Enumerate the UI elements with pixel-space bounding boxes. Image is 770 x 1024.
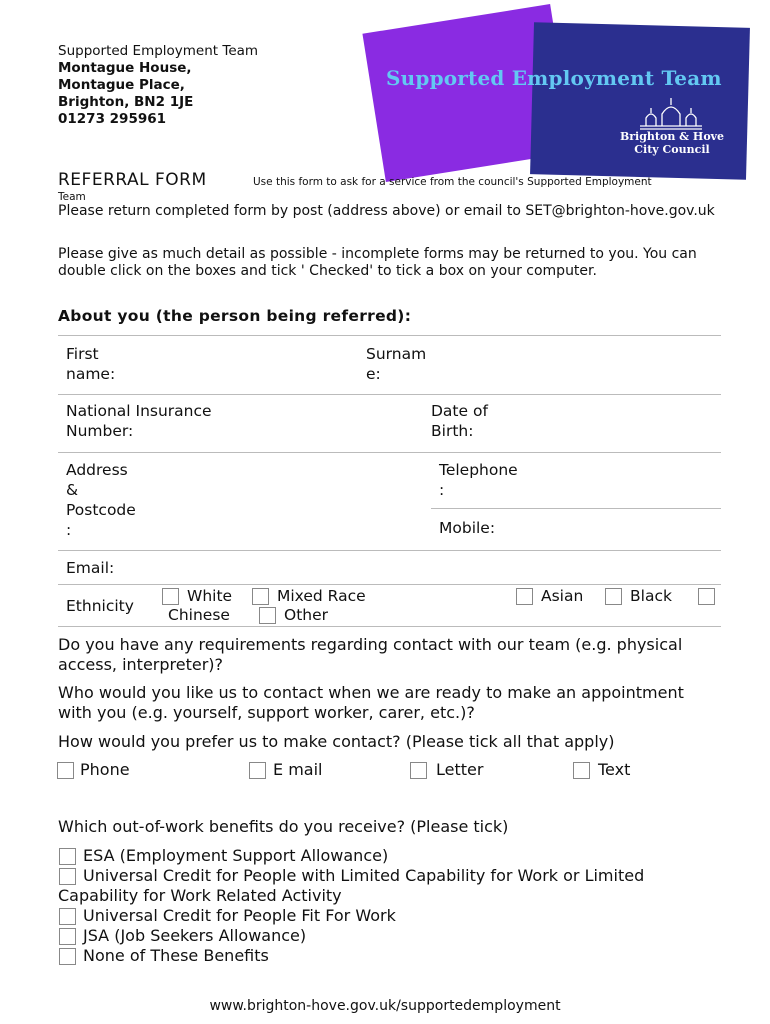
surname-label [366,344,426,384]
address-label-line-2: & [66,481,79,499]
logo-council-name [612,130,732,156]
mobile-label: Mobile: [439,519,496,537]
row-divider-2 [58,452,721,453]
ethnicity-asian-checkbox[interactable] [516,588,533,605]
contact-phone-checkbox[interactable] [57,762,74,779]
ethnicity-white-checkbox[interactable] [162,588,179,605]
telephone-label-line-2: : [439,481,445,499]
contact-letter-checkbox[interactable] [410,762,427,779]
benefit-uc-fit-label: Universal Credit for People Fit For Work [83,906,396,925]
ethnicity-white-label: White [187,587,233,605]
benefit-none-label: None of These Benefits [83,946,269,965]
ni-label-line-1: National Insurance [66,402,212,420]
address-label-line-1: Address [66,461,128,479]
telephone-mobile-divider [431,508,721,509]
footer-url[interactable]: www.brighton-hove.gov.uk/supportedemployment [209,998,561,1014]
contact-phone-label: Phone [80,760,130,779]
address-line-2: Montague Place, [58,77,185,93]
logo-title: Supported Employment Team [386,66,722,90]
dob-label-line-2: Birth: [431,422,474,440]
council-line-1: Brighton & Hove [619,130,725,143]
benefit-esa-label: ESA (Employment Support Allowance) [83,846,389,865]
ethnicity-black-label: Black [630,587,672,605]
telephone-label-line-1: Telephone [439,461,518,479]
dob-label-line-1: Date of [431,402,488,420]
benefit-uc-lcw-label: Universal Credit for People with Limited Capability for Work or Limited [83,866,645,885]
first-name-label-line-1: First [66,345,99,363]
email-label: Email: [66,559,115,577]
ethnicity-black-checkbox[interactable] [605,588,622,605]
ni-label-line-2: Number: [66,422,134,440]
royal-pavilion-icon [636,96,706,130]
form-title: REFERRAL FORM [58,170,207,190]
address-label [66,460,136,540]
benefit-none-checkbox[interactable] [59,948,76,965]
first-name-label-line-2: name: [66,365,116,383]
address-label-line-3: Postcode [66,501,136,519]
return-instructions: Please return completed form by post (address above) or email to SET@brighton-hove.gov.uk [58,203,715,219]
contact-method-question: How would you prefer us to make contact? (Please tick all that apply) [58,732,615,751]
row-divider-3 [58,550,721,551]
surname-label-line-2: e: [366,365,381,383]
first-name-label [66,344,115,384]
council-line-2: City Council [634,143,710,156]
team-line: Supported Employment Team [58,43,259,59]
who-to-contact-question: Who would you like us to contact when we are ready to make an appointment with you (e.g. yourself, support worker, carer, etc.)? [58,683,684,722]
ni-number-label [66,401,212,441]
telephone-label [439,460,518,500]
phone-number: 01273 295961 [58,111,167,127]
benefit-uc-lcw-label-wrap: Capability for Work Related Activity [58,886,342,905]
benefit-uc-fit-checkbox[interactable] [59,908,76,925]
ethnicity-mixed-label: Mixed Race [277,587,366,605]
dob-label [431,401,488,441]
contact-text-label: Text [598,760,631,779]
header-address [58,43,258,128]
row-divider-1 [58,394,721,395]
ethnicity-mixed-checkbox[interactable] [252,588,269,605]
address-line-3: Brighton, BN2 1JE [58,94,194,110]
contact-email-checkbox[interactable] [249,762,266,779]
ethnicity-chinese-checkbox[interactable] [698,588,715,605]
benefit-jsa-checkbox[interactable] [59,928,76,945]
benefit-esa-checkbox[interactable] [59,848,76,865]
ethnicity-other-checkbox[interactable] [259,607,276,624]
contact-requirements-question: Do you have any requirements regarding contact with our team (e.g. physical access, interpreter)? [58,635,683,674]
about-you-heading: About you (the person being referred): [58,307,412,325]
ethnicity-other-label: Other [284,606,329,624]
table-bottom-border [58,626,721,627]
benefit-uc-lcw-checkbox[interactable] [59,868,76,885]
detail-instructions: Please give as much detail as possible - incomplete forms may be returned to you. You can double click on the boxes and tick ' Checked' to tick a box on your computer. [58,246,697,279]
surname-label-line-1: Surnam [366,345,427,363]
table-top-border [58,335,721,336]
benefits-question: Which out-of-work benefits do you receive? (Please tick) [58,817,509,836]
benefit-jsa-label: JSA (Job Seekers Allowance) [83,926,307,945]
ethnicity-chinese-label: Chinese [168,606,230,624]
form-subtitle: Use this form to ask for a service from the council's Supported Employment [253,176,652,188]
row-divider-4 [58,584,721,585]
contact-letter-label: Letter [436,760,484,779]
ethnicity-asian-label: Asian [541,587,584,605]
contact-text-checkbox[interactable] [573,762,590,779]
contact-email-label: E mail [273,760,323,779]
ethnicity-label: Ethnicity [66,597,134,615]
form-subtitle-wrap: Team [58,191,86,203]
address-label-line-4: : [66,521,72,539]
address-line-1: Montague House, [58,60,192,76]
